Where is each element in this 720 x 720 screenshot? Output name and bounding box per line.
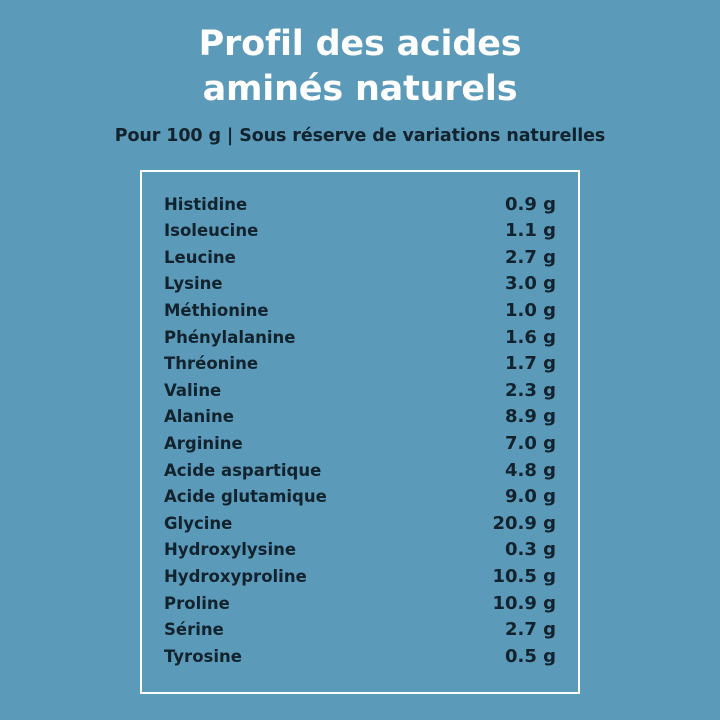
amino-acid-value: 8.9 g [504, 406, 556, 428]
table-row [164, 513, 556, 540]
amino-acid-name: Lysine [164, 274, 223, 294]
amino-acid-value: 2.7 g [504, 246, 556, 268]
table-row [164, 406, 556, 433]
amino-acid-name: Valine [164, 380, 222, 400]
amino-acid-name: Proline [164, 593, 230, 613]
amino-acid-value: 0.3 g [504, 539, 556, 561]
amino-acid-value: 1.6 g [504, 326, 556, 348]
amino-acid-value: 1.7 g [504, 353, 556, 375]
table-row [164, 353, 556, 380]
amino-acid-value: 2.7 g [504, 619, 556, 641]
amino-acid-value: 0.9 g [504, 193, 556, 215]
page-title-line-2: aminés naturels [202, 68, 518, 109]
amino-acid-value: 1.0 g [504, 299, 556, 321]
amino-acid-name: Isoleucine [164, 221, 259, 241]
amino-acid-name: Leucine [164, 247, 236, 267]
table-row [164, 194, 556, 221]
page-title [199, 22, 522, 112]
amino-acid-name: Alanine [164, 407, 234, 427]
amino-acid-name: Hydroxylysine [164, 540, 297, 560]
table-row [164, 220, 556, 247]
amino-acid-table [140, 170, 580, 695]
table-row [164, 380, 556, 407]
table-row [164, 619, 556, 646]
table-row [164, 646, 556, 673]
amino-acid-name: Thréonine [164, 354, 259, 374]
amino-acid-name: Tyrosine [164, 646, 242, 666]
table-row [164, 300, 556, 327]
amino-acid-name: Sérine [164, 620, 224, 640]
table-row [164, 593, 556, 620]
page-subtitle: Pour 100 g | Sous réserve de variations naturelles [114, 125, 606, 146]
amino-acid-value: 9.0 g [504, 486, 556, 508]
amino-acid-value: 10.9 g [492, 592, 556, 614]
table-row [164, 486, 556, 513]
amino-acid-value: 7.0 g [504, 432, 556, 454]
table-row [164, 566, 556, 593]
table-row [164, 327, 556, 354]
amino-acid-value: 3.0 g [504, 273, 556, 295]
table-row [164, 460, 556, 487]
amino-acid-name: Histidine [164, 194, 248, 214]
amino-acid-value: 10.5 g [492, 565, 556, 587]
amino-acid-value: 20.9 g [492, 512, 556, 534]
amino-acid-name: Méthionine [164, 300, 269, 320]
amino-acid-name: Glycine [164, 513, 233, 533]
page-title-line-1: Profil des acides [198, 24, 522, 64]
amino-acid-value: 2.3 g [504, 379, 556, 401]
table-row [164, 273, 556, 300]
amino-acid-name: Arginine [164, 433, 243, 453]
amino-acid-name: Phénylalanine [164, 327, 296, 347]
amino-acid-name: Acide glutamique [164, 487, 327, 507]
table-row [164, 247, 556, 274]
amino-acid-value: 1.1 g [504, 220, 556, 242]
amino-acid-value: 0.5 g [504, 645, 556, 667]
amino-acid-name: Acide aspartique [164, 460, 322, 480]
amino-acid-name: Hydroxyproline [164, 566, 307, 586]
amino-acid-value: 4.8 g [504, 459, 556, 481]
table-row [164, 539, 556, 566]
table-row [164, 433, 556, 460]
